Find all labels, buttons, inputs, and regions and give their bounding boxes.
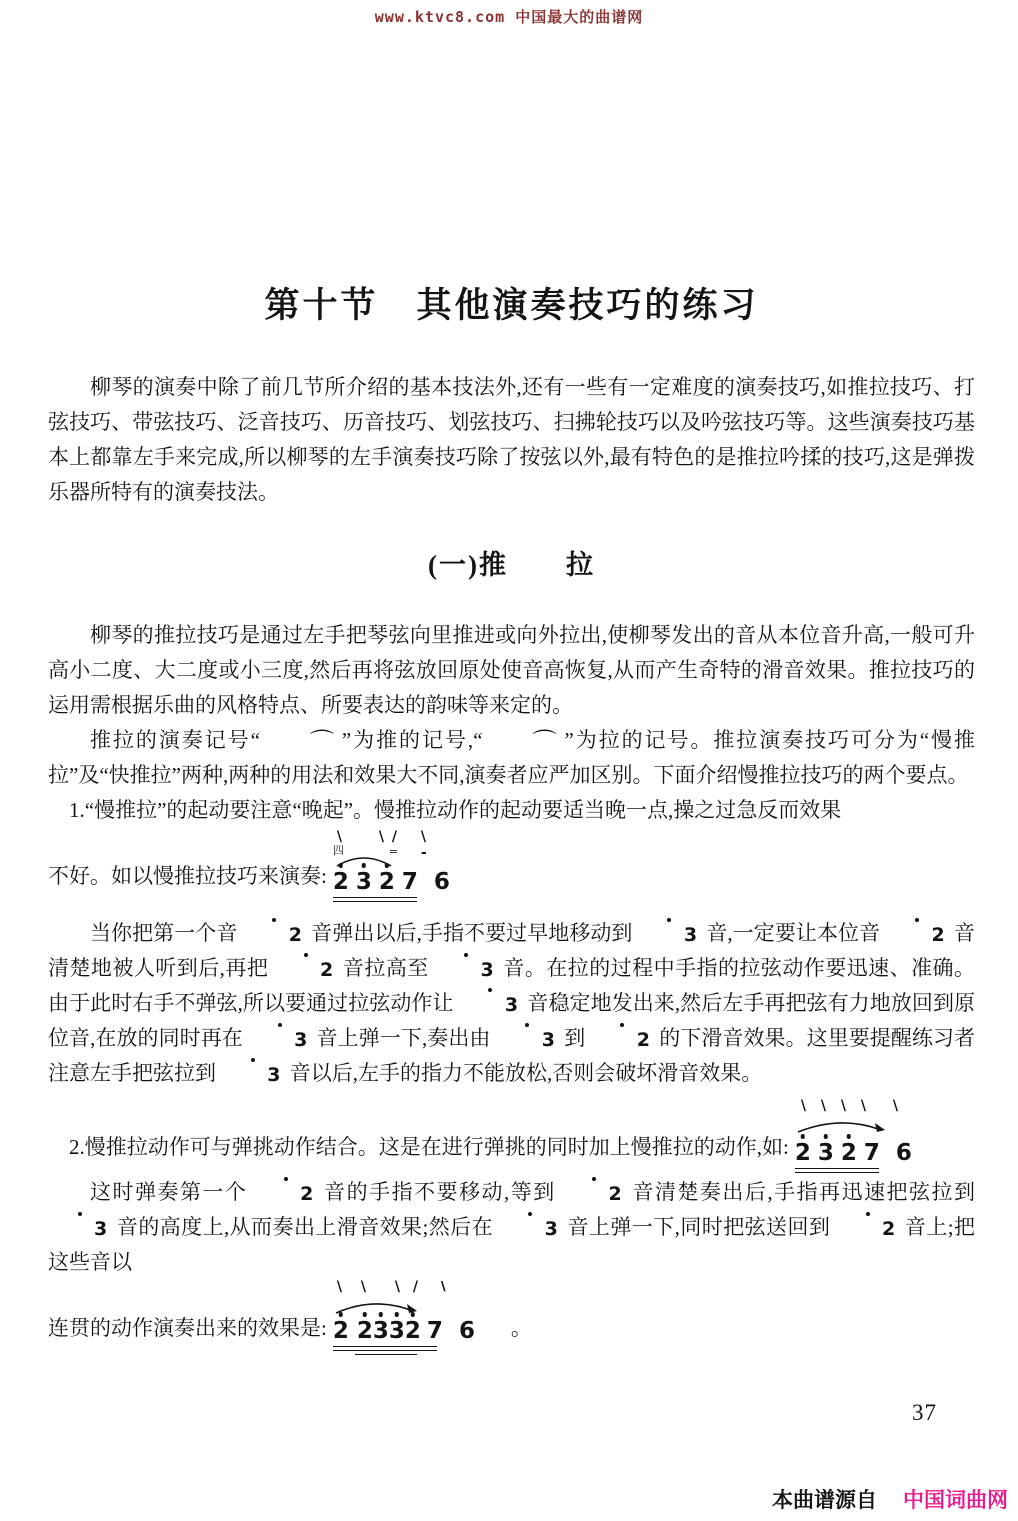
inline-jianpu-note: 2 [247,926,302,945]
text-segment: 到 [559,1026,591,1050]
text-segment: 音的手指不要移动,等到 [317,1180,563,1204]
text-segment: 音弹出以后,手指不要过早地移动到 [305,921,638,945]
pluck-stroke-mark: \ [360,1279,366,1295]
jianpu-digit: 2 [794,1140,811,1166]
inline-jianpu-note: 2 [258,1185,313,1204]
push-pull-arc-symbol: ⌒ [309,728,334,756]
jianpu-digit: 2 [378,869,395,895]
pluck-stroke-mark: \ [394,1279,400,1295]
double-pluck-mark: \\ [440,1279,442,1293]
inline-jianpu-note: 3 [642,926,697,945]
footer-credit [772,1484,1008,1514]
jianpu-digit-row [333,871,450,894]
text-segment: 音上弹一下,同时把弦送回到 [561,1215,836,1239]
jianpu-digit: 7 [426,1318,443,1344]
pluck-stroke-mark: \ [378,829,384,845]
point-1-detail-paragraph [48,916,975,1091]
text-segment: 音上弹一下,奏出由 [311,1026,496,1050]
finger-number-label: 四 [332,844,344,857]
jianpu-example-2 [795,1099,927,1175]
footer-site-name: 中国词曲网 [903,1488,1008,1512]
section-heading: (一)推 拉 [428,550,595,580]
pluck-stroke-mark: \ [892,1098,898,1114]
pick-stroke-mark: / [412,1279,418,1295]
text-segment: ”为拉的记号。推拉演奏技巧可分为“慢推拉”及“快推拉”两种,两种的用法和效果大不同,演奏者应严加区别。下面介绍慢推拉技巧的两个要点。 [48,728,975,787]
double-stroke-mark: = [388,845,399,858]
beam-line [333,901,417,903]
point-2-line [48,1099,975,1175]
jianpu-digit: 2 [840,1140,857,1166]
sentence-period: 。 [510,1316,532,1340]
music-example-line-1 [48,828,975,904]
jianpu-digit: 2 [404,1318,421,1344]
push-pull-arc-symbol: ⌒ [532,728,557,756]
beam-line [333,897,417,899]
inline-jianpu-note: 2 [840,1220,895,1239]
text-segment: 音拉高至 [337,956,435,980]
jianpu-digit: 2 [356,1318,373,1344]
jianpu-example-3 [333,1280,485,1356]
pluck-stroke-mark: \ [336,1279,342,1295]
jianpu-digit: 3 [388,1318,405,1344]
inline-jianpu-note: 3 [438,961,493,980]
text-segment: 的下滑音效果。这里要提醒练习者注意左手把弦拉到 [48,1026,976,1085]
text-segment: 音,一定要让本位音 [701,921,886,945]
point-2-lead-text: 2.慢推拉动作可与弹挑动作结合。这是在进行弹挑的同时加上慢推拉的动作,如: [69,1135,789,1159]
text-segment: ”为推的记号,“ [341,728,483,752]
text-segment: 音的高度上,从而奏出上滑音效果;然后在 [111,1215,499,1239]
push-pull-tie-arc-arrow [795,1119,889,1135]
jianpu-tail-digit: 6 [895,1140,912,1166]
jianpu-digit: 3 [355,869,372,895]
text-segment: 音稳定地发出来,然后左手再把弦有力地放回到原位音,在放的同时再在 [48,991,976,1050]
inline-jianpu-note: 3 [500,1031,555,1050]
inline-jianpu-note: 3 [225,1066,280,1085]
beam-line [333,1350,437,1352]
beam-line [795,1168,879,1170]
music-example-line-3 [48,1280,975,1356]
push-pull-tie-arc-arrow [333,1300,421,1316]
music-example-1-lead-text: 不好。如以慢推拉技巧来演奏: [48,864,327,888]
beam-line [355,1354,417,1356]
text-segment: 当你把第一个音 [90,921,243,945]
jianpu-tail-digit: 6 [433,869,450,895]
text-segment: 音清楚地被人听到后,再把 [48,921,976,980]
chapter-title: 第十节 其他演奏技巧的练习 [264,286,759,325]
jianpu-digit-row [795,1142,912,1165]
point-1-paragraph: 1.“慢推拉”的起动要注意“晚起”。慢推拉动作的起动要适当晚一点,操之过急反而效果 [69,798,842,822]
jianpu-digit: 3 [372,1318,389,1344]
inline-jianpu-note: 3 [503,1220,558,1239]
notation-symbols-paragraph [48,723,975,793]
pluck-stroke-mark: \ [336,829,342,845]
pluck-stroke-mark: \ [860,1098,866,1114]
point-2-detail-paragraph [48,1175,975,1280]
inline-jianpu-note: 2 [889,926,944,945]
text-segment: 音清楚奏出后,手指再迅速把弦拉到 [625,1180,976,1204]
text-segment: 这时弹奏第一个 [90,1180,255,1204]
inline-jianpu-note: 3 [52,1220,107,1239]
beam-line [795,1172,879,1174]
text-segment: 推拉的演奏记号“ [90,728,260,752]
jianpu-digit: 7 [863,1140,880,1166]
pluck-stroke-mark: \ [420,829,426,845]
jianpu-digit-row [333,1320,475,1343]
pluck-stroke-mark: \ [800,1098,806,1114]
inline-jianpu-note: 2 [595,1031,650,1050]
push-pull-paragraph: 柳琴的推拉技巧是通过左手把琴弦向里推进或向外拉出,使柳琴发出的音从本位音升高,一般可升高小二度、大二度或小三度,然后再将弦放回原处使音高恢复,从而产生奇特的滑音效果。推拉技巧的运用需根据乐曲的风格特点、所要表达的韵味等来定的。 [48,623,975,717]
text-segment: 音。在拉的过程中手指的拉弦动作要迅速、准确。由于此时右手不弹弦,所以要通过拉弦动作让 [48,956,976,1015]
jianpu-digit: 2 [332,1318,349,1344]
jianpu-digit: 7 [401,869,418,895]
music-example-3-lead-text: 连贯的动作演奏出来的效果是: [48,1316,327,1340]
inline-jianpu-note: 3 [463,996,518,1015]
top-watermark: www.ktvc8.com 中国最大的曲谱网 [374,8,644,26]
text-segment: 音上;把这些音以 [48,1215,975,1274]
page-number: 37 [912,1400,937,1425]
jianpu-digit: 3 [817,1140,834,1166]
footer-source-label: 本曲谱源自 [772,1488,877,1512]
jianpu-tail-digit: 6 [458,1318,475,1344]
pick-stroke-mark: / [391,829,397,845]
beam-line [333,1346,437,1348]
jianpu-example-1 [333,828,465,904]
pluck-stroke-mark: \ [840,1098,846,1114]
inline-jianpu-note: 2 [278,961,333,980]
jianpu-digit: 2 [332,869,349,895]
intro-paragraph: 柳琴的演奏中除了前几节所介绍的基本技法外,还有一些有一定难度的演奏技巧,如推拉技巧、打弦技巧、带弦技巧、泛音技巧、历音技巧、划弦技巧、扫拂轮技巧以及吟弦技巧等。这些演奏技巧基本上都靠左手来完成,所以柳琴的左手演奏技巧除了按弦以外,最有特色的是推拉吟揉的技巧,这是弹拨乐器所特有的演奏技法。 [48,375,975,504]
dash-mark: - [420,845,427,861]
text-segment: 音以后,左手的指力不能放松,否则会破坏滑音效果。 [284,1061,763,1085]
pluck-stroke-mark: \ [820,1098,826,1114]
inline-jianpu-note: 2 [566,1185,621,1204]
inline-jianpu-note: 3 [252,1031,307,1050]
